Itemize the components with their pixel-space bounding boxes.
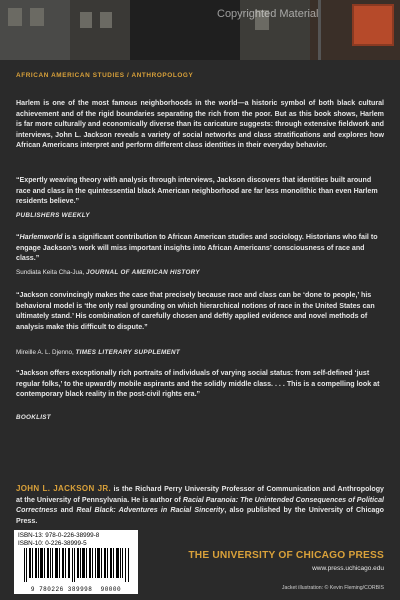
- review-attribution-1: [16, 212, 90, 219]
- review-quote-1: “Expertly weaving theory with analysis through interviews, Jackson discovers that identities built around race and class in the quintessential black American neighborhood are far less monolithic than even Harlem residents believe.”: [16, 176, 378, 206]
- author-bio-text: and: [57, 506, 77, 515]
- book-title-italic: Racial Paranoia: The Unintended Consequences of Political Correctness: [16, 495, 384, 515]
- window: [30, 8, 44, 26]
- price-code: 90000: [100, 586, 122, 593]
- book-title-italic: Real Black: Adventures in Racial Sincerity: [76, 506, 225, 515]
- publisher-name: THE UNIVERSITY OF CHICAGO PRESS: [188, 550, 384, 561]
- review-attribution-2: [16, 269, 200, 276]
- book-blurb: Harlem is one of the most famous neighborhoods in the world—a historic symbol of both black cultural achievement and of the rigid boundaries separating the rich from the poor. But as this book shows, Harlem is far more culturally and economically diverse than its caricature suggests: through extensive fieldwork and interviews, John L. Jackson reveals a variety of social networks and class stratifications and explores how African Americans interpret and perform different class identities in their everyday behavior.: [16, 99, 384, 150]
- isbn-10: ISBN-10: 0-226-38999-5: [18, 540, 87, 547]
- book-title-italic: Harlemworld: [19, 233, 63, 241]
- reviewer-name: Sundiata Keita Cha-Jua,: [16, 269, 87, 276]
- jacket-credit: Jacket illustration: © Kevin Fleming/CORBIS: [281, 585, 384, 591]
- review-attribution-3: [16, 349, 180, 356]
- review-attribution-4: [16, 414, 51, 421]
- review-source: TIMES LITERARY SUPPLEMENT: [75, 349, 181, 356]
- review-source: BOOKLIST: [16, 414, 51, 421]
- ean-digits: 9 780226 389998: [30, 586, 93, 593]
- open-quote: “: [16, 233, 20, 241]
- author-bio: [16, 484, 384, 526]
- review-source: PUBLISHERS WEEKLY: [16, 212, 90, 219]
- review-quote-2: [16, 232, 384, 264]
- review-source: JOURNAL OF AMERICAN HISTORY: [86, 269, 200, 276]
- building-2: [70, 0, 130, 60]
- barcode-digits: [14, 586, 138, 593]
- barcode-box: [14, 530, 138, 594]
- barcode-icon: [24, 548, 130, 582]
- isbn-13: ISBN-13: 978-0-226-38999-8: [18, 532, 100, 539]
- review-quote-4: “Jackson offers exceptionally rich portraits of individuals of varying social status: from self-defined ‘just regular folks,’ to the upwardly mobile aspirants and the solidly middle class. . . . This is a compelling look at contemporary black reality in the post-civil rights era.”: [16, 369, 380, 399]
- window: [8, 8, 22, 26]
- reviewer-name: Mireille A. L. Djenno,: [16, 349, 76, 356]
- storefront-sign: [352, 4, 394, 46]
- window: [100, 12, 112, 28]
- author-name: JOHN L. JACKSON JR.: [16, 484, 111, 493]
- watermark-text: Copyrighted Material: [217, 8, 319, 20]
- publisher-url[interactable]: www.press.uchicago.edu: [312, 565, 384, 572]
- author-bio-text: is the Richard Perry University Professor of Communication and Anthropology at the University of Pennsylvania. He is author of: [16, 485, 384, 504]
- cover-photo: [0, 0, 400, 60]
- review-quote-3: “Jackson convincingly makes the case that precisely because race and class can be ‘done to people,’ his behavioral model is ‘the only real grounding on which hierarchical notions of race in the United States can ultimately stand.’ His combination of carefully chosen and deftly applied evidence and novel methods of analysis make this difficult to dispute.”: [16, 291, 375, 331]
- author-bio-text: , also published by the University of Chicago Press.: [16, 506, 385, 525]
- review-text: is a significant contribution to African American studies and sociology. Historians who fail to engage Jackson’s work will miss important insights into African Americans’ consciousness of race and class.”: [16, 233, 378, 263]
- window: [80, 12, 92, 28]
- category-label: AFRICAN AMERICAN STUDIES / ANTHROPOLOGY: [16, 72, 194, 79]
